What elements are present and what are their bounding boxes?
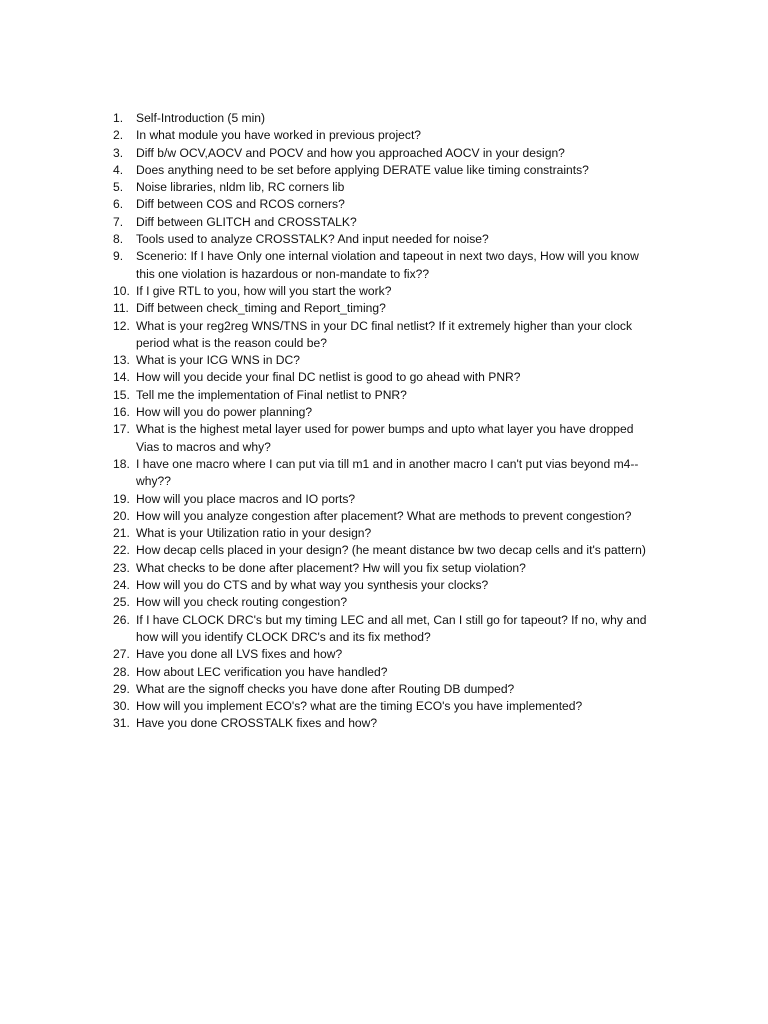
item-text: What is the highest metal layer used for power bumps and upto what layer you have dropped Vias to macros and why?	[136, 422, 634, 454]
item-text: Diff between check_timing and Report_timing?	[136, 301, 386, 316]
list-item	[113, 646, 688, 663]
list-item	[113, 162, 688, 179]
item-text: What are the signoff checks you have done after Routing DB dumped?	[136, 681, 515, 696]
list-item	[113, 352, 688, 369]
item-number: 29.	[113, 681, 130, 696]
list-item	[113, 179, 688, 196]
list-item	[113, 127, 688, 144]
item-text: Have you done CROSSTALK fixes and how?	[136, 716, 378, 731]
list-item	[113, 421, 688, 456]
list-item	[113, 491, 688, 508]
item-text: What is your reg2reg WNS/TNS in your DC final netlist? If it extremely higher than your clock period what is the reason could be?	[136, 318, 633, 350]
item-number: 4.	[113, 162, 124, 177]
item-text: How will you place macros and IO ports?	[136, 491, 356, 506]
item-number: 30.	[113, 699, 130, 714]
list-item	[113, 594, 688, 611]
item-number: 18.	[113, 456, 130, 471]
list-item	[113, 456, 688, 491]
item-text: Noise libraries, nldm lib, RC corners lib	[136, 180, 345, 195]
item-text: How will you analyze congestion after placement? What are methods to prevent congestion?	[136, 508, 632, 523]
item-text: How about LEC verification you have handled?	[136, 664, 388, 679]
item-text: Tools used to analyze CROSSTALK? And input needed for noise?	[136, 232, 489, 247]
list-item	[113, 369, 688, 386]
list-item	[113, 404, 688, 421]
item-number: 14.	[113, 370, 130, 385]
item-number: 13.	[113, 353, 130, 368]
list-item	[113, 214, 688, 231]
item-number: 15.	[113, 387, 130, 402]
item-number: 21.	[113, 526, 130, 541]
item-number: 25.	[113, 595, 130, 610]
item-text: What checks to be done after placement? Hw will you fix setup violation?	[136, 560, 526, 575]
list-item	[113, 698, 688, 715]
item-number: 9.	[113, 249, 124, 264]
item-number: 12.	[113, 318, 130, 333]
list-item	[113, 300, 688, 317]
list-item	[113, 231, 688, 248]
item-text: How will you implement ECO's? what are the timing ECO's you have implemented?	[136, 699, 583, 714]
item-number: 24.	[113, 578, 130, 593]
item-number: 11.	[113, 301, 129, 316]
item-text: Tell me the implementation of Final netlist to PNR?	[136, 387, 407, 402]
item-text: Have you done all LVS fixes and how?	[136, 647, 343, 662]
item-text: How will you check routing congestion?	[136, 595, 348, 610]
list-item	[113, 145, 688, 162]
list-item	[113, 248, 688, 283]
item-text: How decap cells placed in your design? (he meant distance bw two decap cells and it's pattern)	[136, 543, 646, 558]
list-item	[113, 387, 688, 404]
item-text: How will you do CTS and by what way you synthesis your clocks?	[136, 578, 489, 593]
list-item	[113, 508, 688, 525]
item-number: 22.	[113, 543, 130, 558]
list-item	[113, 681, 688, 698]
item-number: 6.	[113, 197, 124, 212]
list-item	[113, 577, 688, 594]
list-item	[113, 612, 688, 647]
item-number: 2.	[113, 128, 124, 143]
item-number: 27.	[113, 647, 130, 662]
item-text: If I have CLOCK DRC's but my timing LEC and all met, Can I still go for tapeout? If no, why and how will you identify CLOCK DRC's and its fix method?	[136, 612, 647, 644]
item-number: 28.	[113, 664, 130, 679]
list-item	[113, 525, 688, 542]
item-number: 23.	[113, 560, 130, 575]
item-number: 17.	[113, 422, 130, 437]
item-number: 7.	[113, 214, 124, 229]
item-text: What is your Utilization ratio in your design?	[136, 526, 372, 541]
item-number: 26.	[113, 612, 130, 627]
item-text: Diff between GLITCH and CROSSTALK?	[136, 214, 357, 229]
item-text: Diff b/w OCV,AOCV and POCV and how you approached AOCV in your design?	[136, 145, 565, 160]
item-number: 8.	[113, 232, 124, 247]
list-item	[113, 318, 688, 353]
item-text: How will you decide your final DC netlist is good to go ahead with PNR?	[136, 370, 521, 385]
item-number: 5.	[113, 180, 124, 195]
list-item	[113, 283, 688, 300]
item-text: If I give RTL to you, how will you start the work?	[136, 283, 392, 298]
item-text: How will you do power planning?	[136, 405, 313, 420]
item-number: 1.	[113, 111, 124, 125]
item-number: 16.	[113, 405, 130, 420]
item-text: What is your ICG WNS in DC?	[136, 353, 300, 368]
list-item	[113, 664, 688, 681]
item-text: Self-Introduction (5 min)	[136, 111, 266, 125]
list-item	[113, 110, 688, 127]
list-item	[113, 560, 688, 577]
list-item	[113, 196, 688, 213]
item-text: Diff between COS and RCOS corners?	[136, 197, 345, 212]
item-text: Scenerio: If I have Only one internal violation and tapeout in next two days, How will you know this one violation is hazardous or non-mandate to fix??	[136, 249, 639, 281]
item-text: Does anything need to be set before applying DERATE value like timing constraints?	[136, 162, 589, 177]
item-text: In what module you have worked in previous project?	[136, 128, 422, 143]
list-item	[113, 542, 688, 559]
question-list	[113, 110, 688, 733]
item-number: 19.	[113, 491, 130, 506]
item-number: 20.	[113, 508, 130, 523]
list-item	[113, 715, 688, 732]
item-text: I have one macro where I can put via till m1 and in another macro I can't put vias beyond m4-- why??	[136, 456, 639, 489]
item-number: 3.	[113, 145, 124, 160]
item-number: 10.	[113, 283, 130, 298]
item-number: 31.	[113, 716, 130, 731]
